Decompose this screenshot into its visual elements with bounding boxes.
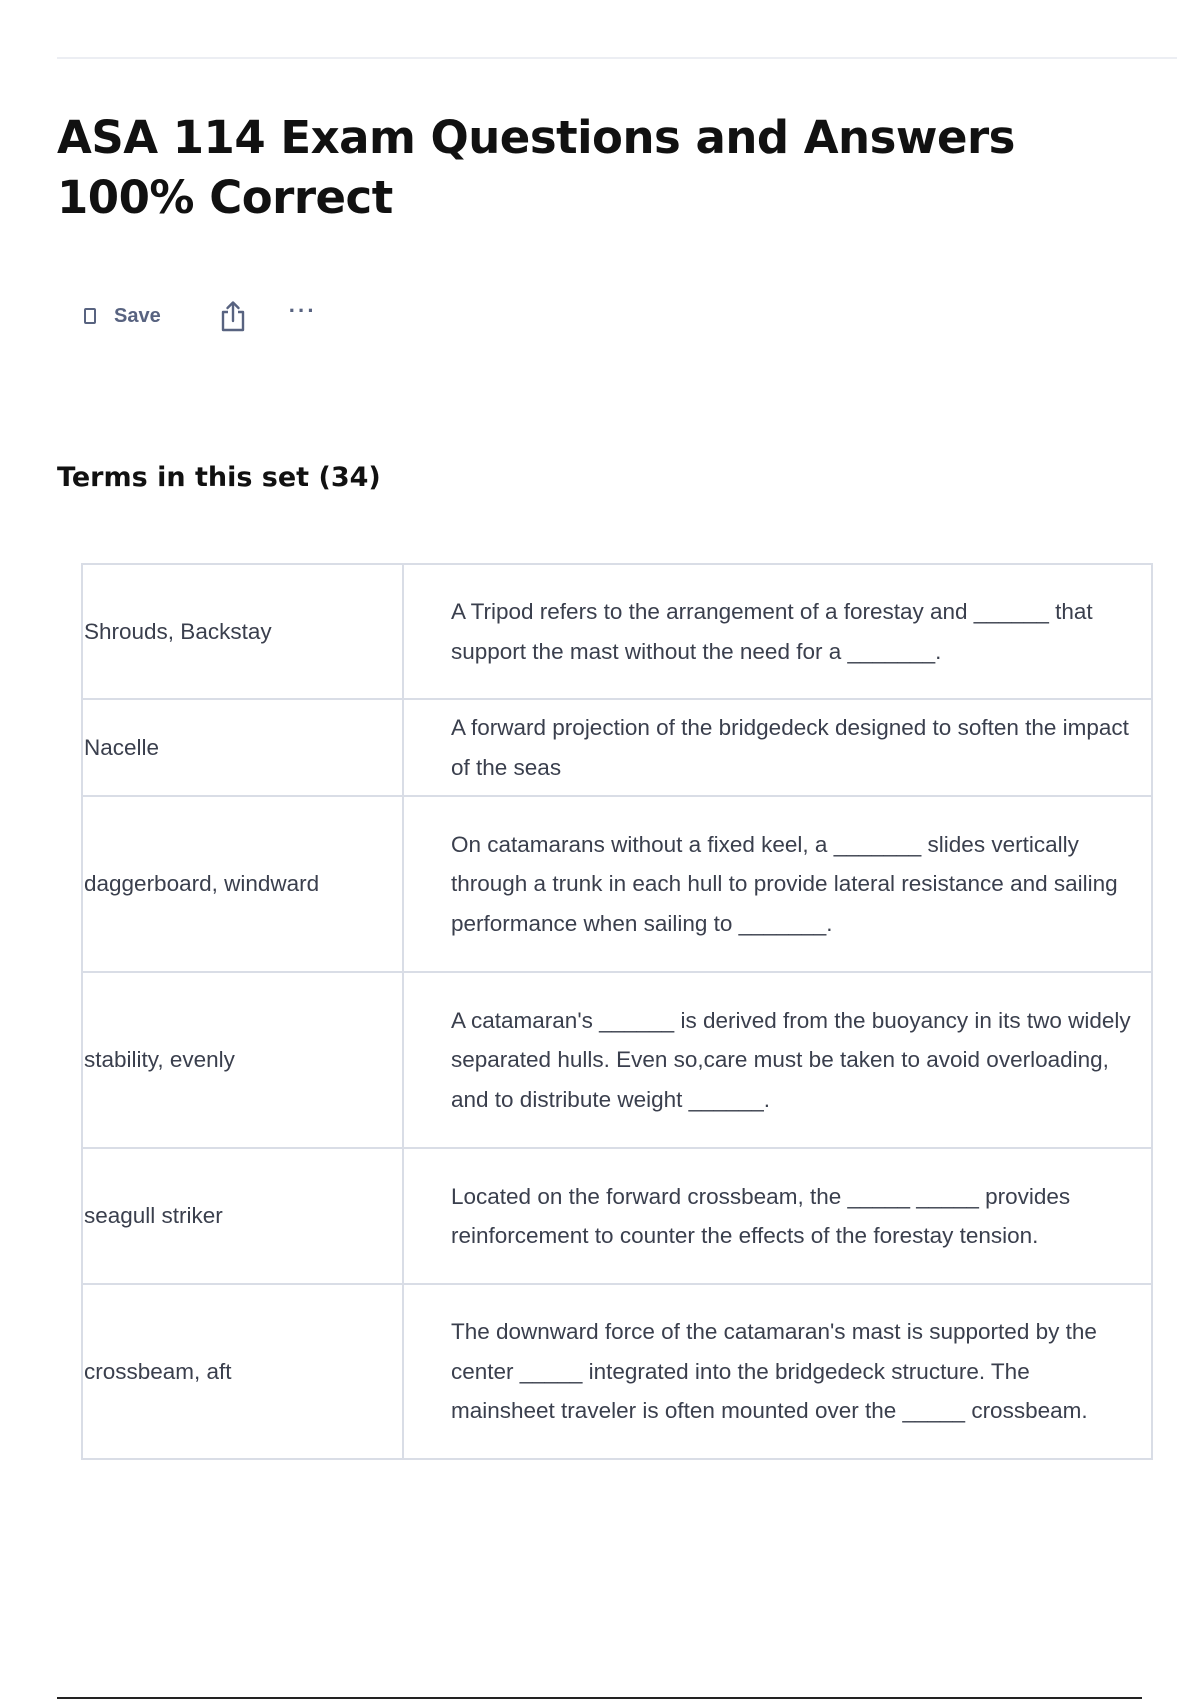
definition-cell: The downward force of the catamaran's mast is supported by the center _____ integrated into the bridgedeck structure. The mainsheet traveler is often mounted over the _____ crossbeam.: [403, 1284, 1152, 1459]
bookmark-icon: [84, 308, 96, 324]
action-bar: [84, 298, 317, 334]
save-label: Save: [114, 304, 161, 327]
definition-cell: On catamarans without a fixed keel, a _______ slides vertically through a trunk in each hull to provide lateral resistance and sailing performance when sailing to _______.: [403, 796, 1152, 972]
term-cell: seagull striker: [82, 1148, 403, 1284]
share-button[interactable]: [217, 299, 249, 333]
table-row: [82, 796, 1152, 972]
page-title: ASA 114 Exam Questions and Answers 100% Correct: [57, 111, 1015, 224]
bottom-divider: [57, 1697, 1142, 1699]
terms-table: [81, 563, 1153, 1460]
table-row: [82, 1148, 1152, 1284]
definition-cell: A catamaran's ______ is derived from the buoyancy in its two widely separated hulls. Even so,care must be taken to avoid overloading, and to distribute weight ______.: [403, 972, 1152, 1148]
share-icon: [219, 300, 247, 332]
definition-cell: Located on the forward crossbeam, the _____ _____ provides reinforcement to counter the effects of the forestay tension.: [403, 1148, 1152, 1284]
term-cell: crossbeam, aft: [82, 1284, 403, 1459]
more-options-button[interactable]: ···: [288, 298, 317, 323]
top-divider: [57, 57, 1177, 59]
save-button[interactable]: [84, 305, 161, 328]
term-cell: stability, evenly: [82, 972, 403, 1148]
definition-cell: A forward projection of the bridgedeck designed to soften the impact of the seas: [403, 699, 1152, 796]
definition-cell: A Tripod refers to the arrangement of a forestay and ______ that support the mast without the need for a _______.: [403, 564, 1152, 699]
terms-heading: Terms in this set (34): [57, 462, 381, 493]
table-row: [82, 564, 1152, 699]
table-row: [82, 972, 1152, 1148]
term-cell: Nacelle: [82, 699, 403, 796]
table-row: [82, 1284, 1152, 1459]
term-cell: Shrouds, Backstay: [82, 564, 403, 699]
table-row: [82, 699, 1152, 796]
term-cell: daggerboard, windward: [82, 796, 403, 972]
